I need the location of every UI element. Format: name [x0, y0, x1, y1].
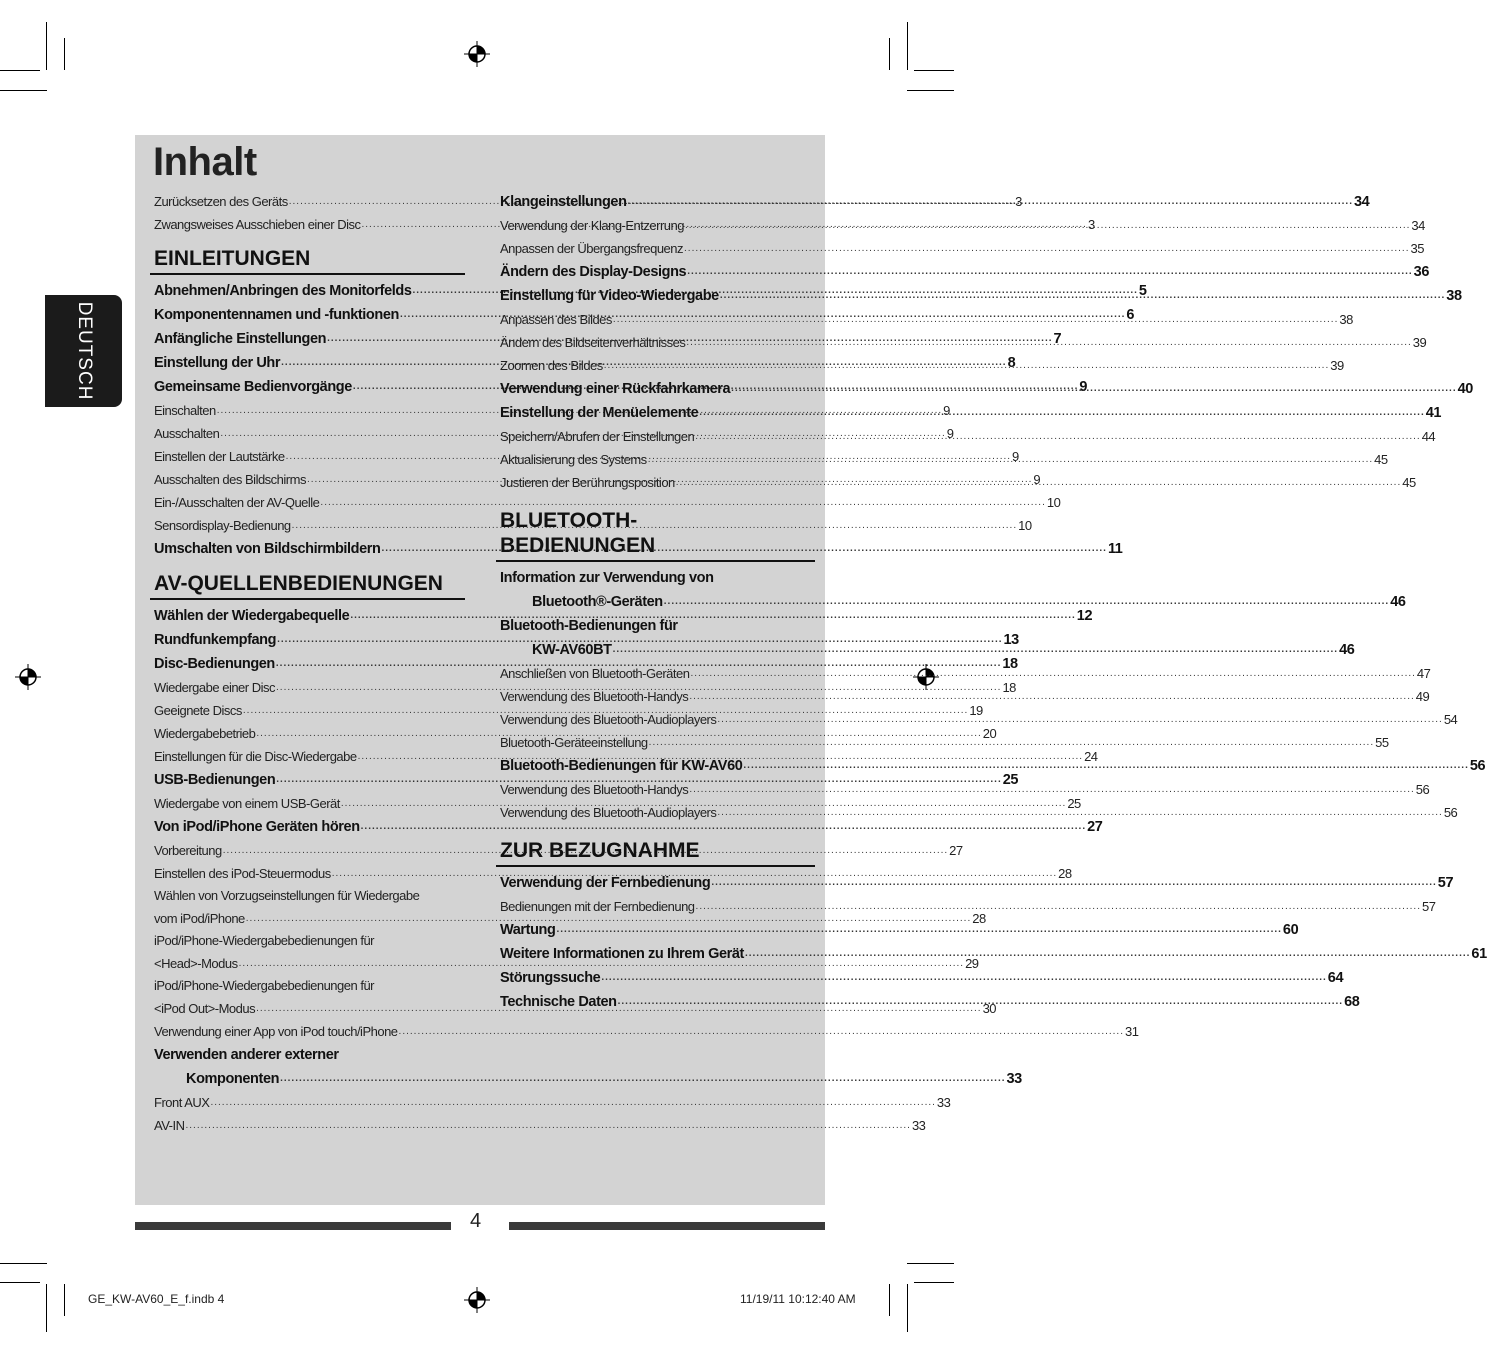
toc-entry-title: Verwendung des Bluetooth-Handys — [500, 689, 689, 704]
toc-entry-page: 38 — [1446, 288, 1462, 304]
toc-entry-page: 36 — [1413, 264, 1429, 280]
toc-entry — [500, 260, 1429, 284]
toc-entry-title: Weitere Informationen zu Ihrem Gerät — [500, 946, 744, 962]
toc-leader-dots — [684, 237, 1409, 260]
toc-leader-dots — [648, 448, 1373, 471]
toc-entry-title: Umschalten von Bildschirmbildern — [154, 541, 381, 557]
toc-entry — [500, 331, 1427, 354]
toc-entry-page: 61 — [1471, 946, 1487, 962]
toc-entry-page: 56 — [1443, 805, 1458, 820]
toc-entry-page: 20 — [982, 726, 997, 741]
toc-entry-title: vom iPod/iPhone — [154, 911, 245, 926]
toc-entry-page: 49 — [1415, 689, 1430, 704]
toc-entry-page: 3 — [1015, 194, 1022, 209]
toc-entry-page: 12 — [1076, 608, 1093, 624]
toc-entry-title: Bluetooth®-Geräten — [532, 594, 663, 610]
crop-mark — [914, 70, 954, 71]
toc-leader-dots — [690, 662, 1415, 685]
toc-leader-dots — [210, 1091, 935, 1114]
toc-entry-page: 57 — [1421, 899, 1436, 914]
toc-entry-page: 40 — [1457, 381, 1473, 397]
toc-entry-page: 31 — [1124, 1024, 1139, 1039]
toc-entry-page: 68 — [1344, 994, 1360, 1010]
toc-entry-title: Zoomen des Bildes — [500, 358, 603, 373]
toc-entry-page: 27 — [1087, 819, 1103, 835]
toc-entry-page: 3 — [1087, 217, 1095, 232]
toc-entry-page: 24 — [1084, 749, 1098, 764]
page-title: Inhalt — [153, 140, 257, 184]
toc-entry-title: Front AUX — [154, 1095, 210, 1110]
toc-entry — [500, 354, 1344, 377]
registration-mark-icon — [464, 41, 490, 67]
section-heading-bluetooth-line2: BEDIENUNGEN — [500, 534, 656, 557]
toc-entry-title: AV-IN — [154, 1118, 185, 1133]
toc-entry-title: Verwenden anderer externer — [154, 1047, 339, 1063]
toc-entry-page: 47 — [1416, 666, 1431, 681]
toc-leader-dots — [689, 778, 1414, 801]
toc-entry-page: 55 — [1375, 735, 1389, 750]
toc-entry — [154, 491, 1061, 514]
toc-entry-title: Bedienungen mit der Fernbedienung — [500, 899, 695, 914]
toc-entry-page: 60 — [1282, 922, 1299, 938]
crop-mark — [0, 90, 47, 91]
toc-entry-title: Einstellungen für die Disc-Wiedergabe — [154, 749, 357, 764]
crop-mark — [0, 1282, 40, 1283]
toc-entry-page: 45 — [1402, 475, 1416, 490]
crop-mark — [889, 38, 890, 70]
page-number: 4 — [470, 1210, 482, 1232]
toc-leader-dots — [720, 284, 1445, 308]
print-slug-date: 11/19/11 10:12:40 AM — [740, 1292, 856, 1306]
toc-entry-title: Anpassen der Übergangsfrequenz — [500, 241, 684, 256]
toc-entry-title: Technische Daten — [500, 994, 617, 1010]
toc-leader-dots — [613, 308, 1338, 331]
toc-entry-title: Wartung — [500, 922, 556, 938]
crop-mark — [64, 38, 65, 70]
section-heading-bluetooth — [496, 508, 815, 562]
toc-entry-page: 11 — [1107, 541, 1123, 557]
crop-mark — [889, 1284, 890, 1316]
toc-entry — [500, 614, 803, 638]
toc-leader-dots — [664, 590, 1389, 614]
toc-entry-title: Justieren der Berührungsposition — [500, 475, 675, 490]
toc-entry-page: 56 — [1469, 758, 1486, 774]
toc-entry-page: 10 — [1046, 495, 1061, 510]
toc-entry-title: Verwendung des Bluetooth-Audioplayers — [500, 805, 717, 820]
toc-entry-title: Anfängliche Einstellungen — [154, 331, 327, 347]
crop-mark — [0, 70, 40, 71]
toc-leader-dots — [687, 260, 1412, 284]
section-heading-av: AV-QUELLENBEDIENUNGEN — [150, 571, 465, 600]
toc-entry — [500, 590, 1406, 614]
toc-leader-dots — [717, 801, 1442, 824]
toc-entry — [500, 377, 1473, 401]
registration-mark-icon — [15, 664, 41, 690]
section-heading-bluetooth-line1: BLUETOOTH- — [500, 509, 638, 532]
toc-entry-page: 45 — [1374, 452, 1388, 467]
toc-leader-dots — [649, 731, 1374, 754]
toc-entry-page: 38 — [1339, 312, 1353, 327]
toc-entry — [154, 815, 1103, 839]
toc-entry-title: Wiedergabebetrieb — [154, 726, 256, 741]
crop-mark — [907, 22, 908, 70]
toc-entry-page: 19 — [969, 703, 983, 718]
toc-entry-page: 35 — [1410, 241, 1424, 256]
toc-entry-title: Komponenten — [186, 1071, 280, 1087]
toc-entry — [154, 1091, 951, 1114]
toc-entry — [154, 1067, 1022, 1091]
toc-leader-dots — [711, 871, 1436, 895]
toc-leader-dots — [280, 1067, 1005, 1091]
toc-leader-dots — [686, 331, 1411, 354]
footer-bar-right — [509, 1222, 825, 1230]
toc-leader-dots — [685, 214, 1410, 237]
footer-bar-left — [135, 1222, 451, 1230]
toc-leader-dots — [604, 354, 1329, 377]
toc-leader-dots — [399, 1020, 1124, 1043]
toc-entry-title: Aktualisierung des Systems — [500, 452, 647, 467]
toc-entry-page: 30 — [982, 1001, 997, 1016]
toc-entry-page: 34 — [1411, 218, 1425, 233]
toc-entry — [500, 214, 1425, 237]
toc-leader-dots — [717, 708, 1442, 731]
toc-entry-title: Verwendung des Bluetooth-Audioplayers — [500, 712, 717, 727]
toc-entry-title: Verwendung einer Rückfahrkamera — [500, 381, 731, 397]
toc-entry-title: iPod/iPhone-Wiedergabebedienungen für — [154, 978, 375, 993]
crop-mark — [907, 1284, 908, 1332]
crop-mark — [907, 90, 954, 91]
toc-entry-title: Ein-/Ausschalten der AV-Quelle — [154, 495, 320, 510]
toc-entry-title: Wiedergabe einer Disc — [154, 680, 276, 695]
toc-entry-title: Rundfunkempfang — [154, 632, 277, 648]
toc-entry-title: Gemeinsame Bedienvorgänge — [154, 379, 352, 395]
toc-entry-title: Einstellen des iPod-Steuermodus — [154, 866, 331, 881]
toc-entry-page: 5 — [1138, 283, 1147, 299]
toc-entry-title: Ausschalten — [154, 426, 220, 441]
toc-group-intro-right — [500, 190, 1473, 494]
toc-entry-title: Bluetooth-Geräteeinstellung — [500, 735, 648, 750]
toc-entry — [500, 237, 1424, 260]
toc-entry — [154, 885, 457, 907]
toc-entry-page: 39 — [1412, 335, 1427, 350]
toc-leader-dots — [186, 1114, 911, 1137]
toc-entry-page: 46 — [1390, 594, 1406, 610]
toc-entry-page: 9 — [1079, 379, 1088, 395]
toc-entry-page: 46 — [1339, 642, 1355, 658]
toc-entry — [154, 1043, 457, 1067]
toc-entry — [500, 448, 1388, 471]
toc-entry — [154, 1020, 1139, 1043]
toc-leader-dots — [628, 190, 1353, 214]
toc-entry — [500, 566, 803, 590]
toc-entry-page: 39 — [1330, 358, 1344, 373]
toc-entry-title: Ändern des Bildseitenverhältnisses — [500, 335, 686, 350]
toc-leader-dots — [699, 401, 1424, 425]
toc-leader-dots — [731, 377, 1456, 401]
toc-entry-page: 33 — [936, 1095, 951, 1110]
toc-entry-page: 10 — [1018, 518, 1032, 533]
toc-entry-title: Komponentennamen und -funktionen — [154, 307, 399, 323]
toc-leader-dots — [618, 990, 1343, 1014]
toc-entry — [500, 308, 1353, 331]
crop-mark — [46, 22, 47, 70]
toc-leader-dots — [745, 942, 1470, 966]
toc-entry-title: Zwangsweises Ausschieben einer Disc — [154, 217, 361, 232]
toc-entry-page: 25 — [1002, 772, 1019, 788]
toc-entry-page: 25 — [1067, 796, 1081, 811]
toc-entry-page: 9 — [1033, 472, 1041, 487]
toc-entry-title: Anschließen von Bluetooth-Geräten — [500, 666, 690, 681]
toc-entry-page: 41 — [1425, 405, 1442, 421]
toc-leader-dots — [696, 895, 1421, 918]
crop-mark — [0, 1263, 47, 1264]
toc-entry — [500, 966, 1344, 990]
toc-entry — [500, 471, 1416, 494]
toc-leader-dots — [556, 918, 1281, 942]
section-heading-zur: ZUR BEZUGNAHME — [496, 838, 815, 867]
toc-entry-title: Wählen der Wiedergabequelle — [154, 608, 350, 624]
toc-entry-page: 9 — [943, 403, 950, 418]
toc-entry — [500, 425, 1436, 448]
toc-entry-title: Speichern/Abrufen der Einstellungen — [500, 429, 695, 444]
toc-entry-page: 7 — [1053, 331, 1062, 347]
toc-entry-page: 29 — [965, 956, 979, 971]
toc-entry — [500, 895, 1436, 918]
toc-entry-title: Einstellen der Lautstärke — [154, 449, 285, 464]
toc-entry-title: Bluetooth-Bedienungen für — [500, 618, 678, 634]
section-heading-einleitungen: EINLEITUNGEN — [150, 246, 465, 275]
toc-leader-dots — [613, 638, 1338, 662]
toc-entry-page: 18 — [1002, 680, 1016, 695]
toc-entry-page: 34 — [1353, 194, 1370, 210]
toc-leader-dots — [601, 966, 1326, 990]
toc-entry-page: 28 — [1058, 866, 1072, 881]
crop-mark — [64, 1284, 65, 1316]
toc-entry-title: Von iPod/iPhone Geräten hören — [154, 819, 360, 835]
toc-entry — [500, 284, 1462, 308]
toc-entry-title: Wiedergabe von einem USB-Gerät — [154, 796, 340, 811]
toc-entry-title: iPod/iPhone-Wiedergabebedienungen für — [154, 933, 375, 948]
language-tab — [45, 295, 122, 407]
registration-mark-icon — [464, 1287, 490, 1313]
toc-entry-page: 28 — [972, 911, 986, 926]
toc-entry — [154, 930, 457, 952]
crop-mark — [914, 1282, 954, 1283]
toc-entry-page: 64 — [1327, 970, 1344, 986]
toc-entry-title: Einstellung der Uhr — [154, 355, 281, 371]
toc-entry-title: Vorbereitung — [154, 843, 222, 858]
toc-entry-page: 8 — [1007, 355, 1016, 371]
toc-entry-page: 33 — [911, 1118, 926, 1133]
toc-entry-page: 9 — [946, 426, 954, 441]
toc-entry-title: Wählen von Vorzugseinstellungen für Wiedergabe — [154, 888, 420, 903]
toc-entry-title: Verwendung einer App von iPod touch/iPhone — [154, 1024, 398, 1039]
toc-entry-page: 44 — [1421, 429, 1436, 444]
toc-entry-title: Disc-Bedienungen — [154, 656, 275, 672]
toc-entry-page: 13 — [1003, 632, 1019, 648]
toc-entry-title: Information zur Verwendung von — [500, 570, 714, 586]
toc-entry-title: <iPod Out>-Modus — [154, 1001, 256, 1016]
toc-entry-title: Zurücksetzen des Geräts — [154, 194, 288, 209]
toc-entry-title: Geeignete Discs — [154, 703, 242, 718]
toc-entry-page: 56 — [1415, 782, 1430, 797]
toc-entry-title: Klangeinstellungen — [500, 194, 627, 210]
toc-entry-title: Anpassen des Bildes — [500, 312, 612, 327]
toc-entry — [154, 1114, 926, 1137]
toc-entry — [154, 975, 457, 997]
toc-entry-title: Abnehmen/Anbringen des Monitorfelds — [154, 283, 412, 299]
toc-entry-page: 54 — [1443, 712, 1458, 727]
toc-entry — [500, 401, 1442, 425]
toc-entry-title: Sensordisplay-Bedienung — [154, 518, 291, 533]
toc-entry-page: 9 — [1012, 449, 1019, 464]
toc-entry-page: 33 — [1006, 1071, 1022, 1087]
toc-entry-title: <Head>-Modus — [154, 956, 238, 971]
print-slug-file: GE_KW-AV60_E_f.indb 4 — [88, 1292, 225, 1306]
toc-entry-title: KW-AV60BT — [532, 642, 612, 658]
toc-entry-page: 18 — [1002, 656, 1018, 672]
toc-entry-title: Ändern des Display-Designs — [500, 264, 687, 280]
toc-entry — [500, 190, 1370, 214]
toc-entry-title: Verwendung des Bluetooth-Handys — [500, 782, 689, 797]
toc-entry-page: 27 — [949, 843, 963, 858]
toc-entry-title: Ausschalten des Bildschirms — [154, 472, 306, 487]
toc-entry-title: Einstellung der Menüelemente — [500, 405, 699, 421]
toc-leader-dots — [676, 471, 1401, 494]
toc-entry-title: USB-Bedienungen — [154, 772, 276, 788]
toc-entry-title: Verwendung der Klang-Entzerrung — [500, 218, 684, 233]
toc-entry-title: Störungssuche — [500, 970, 601, 986]
crop-mark — [907, 1263, 954, 1264]
toc-entry-title: Bluetooth-Bedienungen für KW-AV60 — [500, 758, 743, 774]
crop-mark — [46, 1284, 47, 1332]
toc-leader-dots — [689, 685, 1414, 708]
toc-entry-title: Verwendung der Fernbedienung — [500, 875, 711, 891]
toc-leader-dots — [695, 425, 1420, 448]
toc-entry-page: 57 — [1437, 875, 1454, 891]
language-tab-label: DEUTSCH — [73, 301, 95, 401]
toc-entry-title: Einstellung für Video-Wiedergabe — [500, 288, 719, 304]
toc-entry-page: 6 — [1126, 307, 1135, 323]
toc-entry-title: Einschalten — [154, 403, 216, 418]
toc-leader-dots — [743, 754, 1468, 778]
